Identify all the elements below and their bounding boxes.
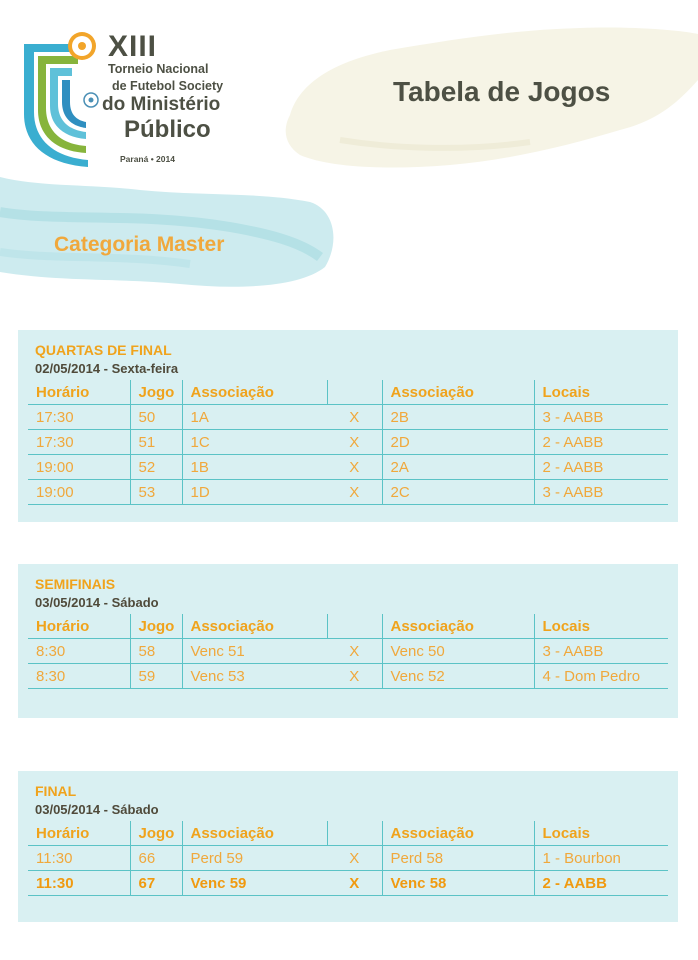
header-locais: Locais — [534, 380, 668, 405]
header-associacao-home: Associação — [182, 821, 327, 846]
table-row — [28, 480, 668, 505]
table-row — [28, 405, 668, 430]
cell-away: Venc 52 — [382, 664, 534, 689]
cell-venue: 2 - AABB — [534, 871, 668, 896]
round-panel-final — [18, 771, 678, 922]
table-header-row — [28, 614, 668, 639]
cell-away: 2D — [382, 430, 534, 455]
logo-line-3: do Ministério — [102, 94, 221, 115]
table-row — [28, 664, 668, 689]
table-row — [28, 639, 668, 664]
logo-edition: XIII — [108, 30, 158, 63]
header-jogo: Jogo — [130, 614, 182, 639]
header-horario: Horário — [28, 614, 130, 639]
cell-vs: X — [327, 455, 382, 480]
header-jogo: Jogo — [130, 821, 182, 846]
cell-vs: X — [327, 480, 382, 505]
cell-game: 66 — [130, 846, 182, 871]
cell-home: Venc 51 — [182, 639, 327, 664]
cell-home: Venc 53 — [182, 664, 327, 689]
logo-line-1: Torneio Nacional — [108, 62, 209, 76]
round-title: SEMIFINAIS — [35, 576, 116, 592]
cell-home: Perd 59 — [182, 846, 327, 871]
cell-time: 11:30 — [28, 846, 130, 871]
table-row — [28, 871, 668, 896]
cell-venue: 2 - AABB — [534, 455, 668, 480]
round-date: 03/05/2014 - Sábado — [35, 595, 159, 610]
logo-line-2: de Futebol Society — [112, 79, 224, 93]
cell-time: 19:00 — [28, 480, 130, 505]
cell-venue: 3 - AABB — [534, 405, 668, 430]
cell-home: 1A — [182, 405, 327, 430]
cell-vs: X — [327, 846, 382, 871]
cell-home: Venc 59 — [182, 871, 327, 896]
logo-line-4: Público — [124, 116, 211, 143]
cell-game: 59 — [130, 664, 182, 689]
category-title: Categoria Master — [54, 233, 225, 256]
cell-away: 2A — [382, 455, 534, 480]
header-associacao-away: Associação — [382, 380, 534, 405]
header-associacao-home: Associação — [182, 380, 327, 405]
cell-game: 51 — [130, 430, 182, 455]
cell-time: 19:00 — [28, 455, 130, 480]
header-vs — [327, 380, 382, 405]
cell-venue: 3 - AABB — [534, 480, 668, 505]
table-header-row — [28, 821, 668, 846]
cell-vs: X — [327, 639, 382, 664]
header-horario: Horário — [28, 380, 130, 405]
header-associacao-home: Associação — [182, 614, 327, 639]
cell-time: 11:30 — [28, 871, 130, 896]
round-panel-semifinals — [18, 564, 678, 718]
games-table — [28, 380, 668, 505]
cell-home: 1B — [182, 455, 327, 480]
header-horario: Horário — [28, 821, 130, 846]
header-associacao-away: Associação — [382, 614, 534, 639]
games-table — [28, 614, 668, 689]
round-panel-quarterfinals — [18, 330, 678, 522]
cell-vs: X — [327, 871, 382, 896]
round-title: FINAL — [35, 783, 77, 799]
header-vs — [327, 821, 382, 846]
round-date: 03/05/2014 - Sábado — [35, 802, 159, 817]
cell-away: Venc 50 — [382, 639, 534, 664]
tournament-logo — [16, 22, 106, 167]
games-table — [28, 821, 668, 896]
cell-away: Venc 58 — [382, 871, 534, 896]
logo-place: Paraná • 2014 — [120, 154, 175, 164]
cell-home: 1D — [182, 480, 327, 505]
cell-time: 17:30 — [28, 430, 130, 455]
cell-venue: 1 - Bourbon — [534, 846, 668, 871]
header-vs — [327, 614, 382, 639]
cell-home: 1C — [182, 430, 327, 455]
header-locais: Locais — [534, 821, 668, 846]
cell-vs: X — [327, 430, 382, 455]
cell-venue: 2 - AABB — [534, 430, 668, 455]
cell-vs: X — [327, 664, 382, 689]
table-row — [28, 846, 668, 871]
cell-away: Perd 58 — [382, 846, 534, 871]
cell-game: 50 — [130, 405, 182, 430]
cell-time: 8:30 — [28, 639, 130, 664]
header-jogo: Jogo — [130, 380, 182, 405]
cell-away: 2B — [382, 405, 534, 430]
cell-time: 17:30 — [28, 405, 130, 430]
cell-time: 8:30 — [28, 664, 130, 689]
cell-vs: X — [327, 405, 382, 430]
round-title: QUARTAS DE FINAL — [35, 342, 172, 358]
cell-game: 53 — [130, 480, 182, 505]
header-locais: Locais — [534, 614, 668, 639]
round-date: 02/05/2014 - Sexta-feira — [35, 361, 179, 376]
page-title: Tabela de Jogos — [393, 76, 611, 107]
cell-game: 52 — [130, 455, 182, 480]
cell-venue: 3 - AABB — [534, 639, 668, 664]
table-row — [28, 430, 668, 455]
cell-venue: 4 - Dom Pedro — [534, 664, 668, 689]
cell-game: 58 — [130, 639, 182, 664]
table-row — [28, 455, 668, 480]
cell-game: 67 — [130, 871, 182, 896]
table-header-row — [28, 380, 668, 405]
header-associacao-away: Associação — [382, 821, 534, 846]
cell-away: 2C — [382, 480, 534, 505]
